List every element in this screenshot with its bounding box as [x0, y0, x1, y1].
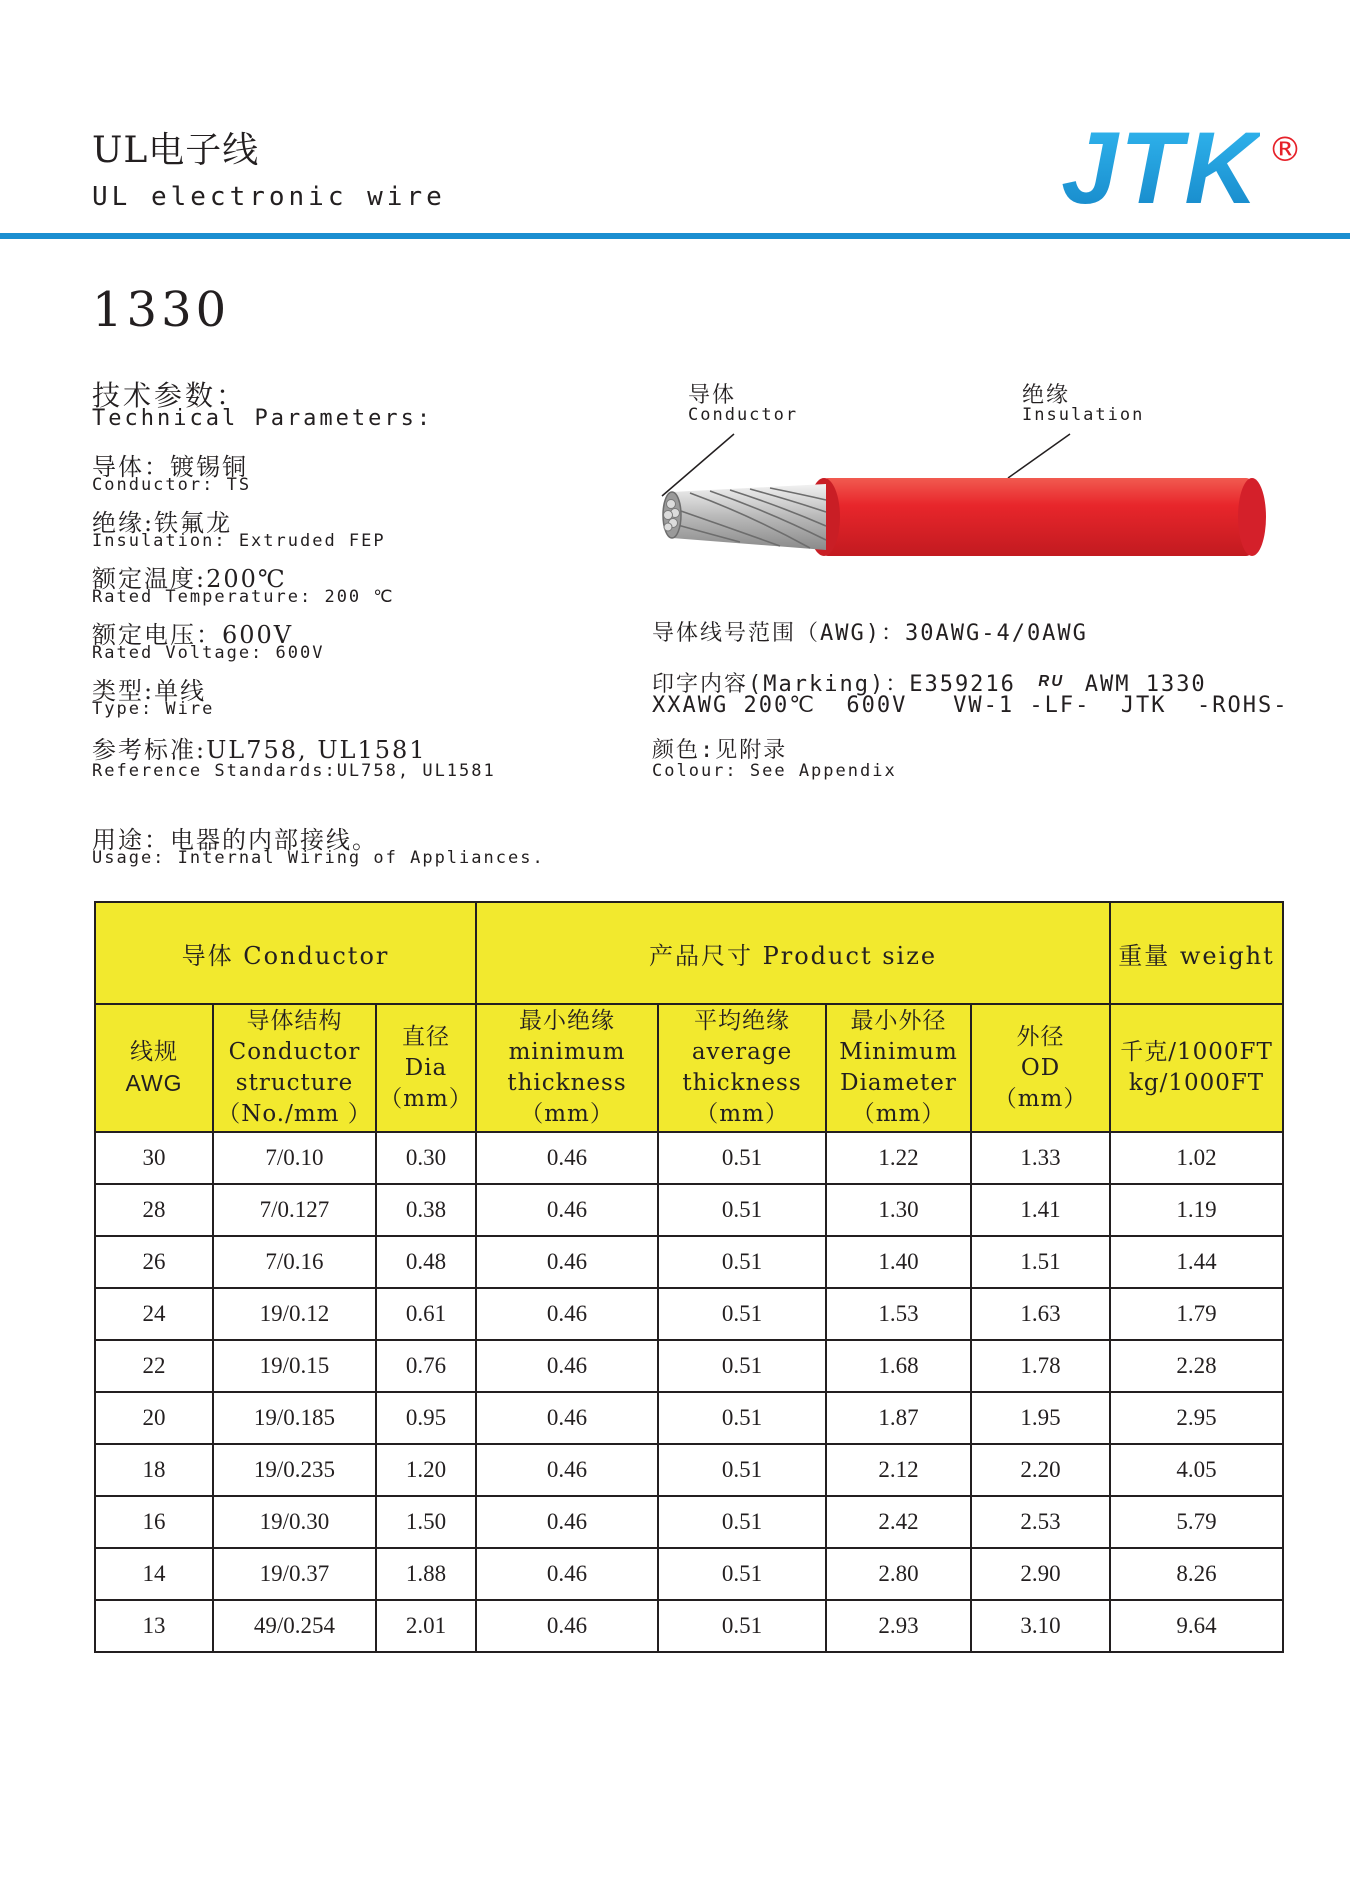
- param-type-en: Type: Wire: [92, 699, 215, 719]
- col-header-line: （mm）: [695, 1101, 789, 1127]
- cell-od: 3.10: [971, 1600, 1110, 1652]
- cell-avg-thickness: 0.51: [658, 1184, 826, 1236]
- cell-weight: 1.19: [1110, 1184, 1283, 1236]
- cell-awg: 28: [95, 1184, 213, 1236]
- cell-awg: 18: [95, 1444, 213, 1496]
- cell-dia: 0.48: [376, 1236, 476, 1288]
- cell-min-diameter: 2.12: [826, 1444, 971, 1496]
- cell-avg-thickness: 0.51: [658, 1340, 826, 1392]
- insulation-end-cap: [1238, 478, 1266, 556]
- cell-dia: 1.50: [376, 1496, 476, 1548]
- col-header-line: 外径: [1016, 1023, 1065, 1050]
- table-row: [95, 1548, 1283, 1600]
- cell-od: 2.53: [971, 1496, 1110, 1548]
- cell-dia: 0.95: [376, 1392, 476, 1444]
- diagram-insulation-label-cn: 绝缘: [1022, 383, 1071, 408]
- cell-min-thickness: 0.46: [476, 1444, 658, 1496]
- cell-od: 1.95: [971, 1392, 1110, 1444]
- cell-od: 1.41: [971, 1184, 1110, 1236]
- cell-min-diameter: 1.22: [826, 1132, 971, 1184]
- cell-structure: 19/0.30: [213, 1496, 376, 1548]
- cell-min-thickness: 0.46: [476, 1132, 658, 1184]
- col-header-avg-thickness: [658, 1004, 826, 1132]
- col-header-awg: [95, 1004, 213, 1132]
- insulation-leader-line: [1008, 434, 1070, 478]
- cell-od: 1.63: [971, 1288, 1110, 1340]
- col-header-line: （mm）: [520, 1101, 614, 1127]
- param-type-cn: 类型:单线: [92, 677, 207, 705]
- cell-min-diameter: 1.30: [826, 1184, 971, 1236]
- cell-awg: 22: [95, 1340, 213, 1392]
- cell-awg: 16: [95, 1496, 213, 1548]
- table-row: [95, 1132, 1283, 1184]
- cell-dia: 0.38: [376, 1184, 476, 1236]
- col-header-od: [971, 1004, 1110, 1132]
- param-temp-en: Rated Temperature: 200 ℃: [92, 587, 395, 607]
- cell-structure: 49/0.254: [213, 1600, 376, 1652]
- cell-weight: 1.44: [1110, 1236, 1283, 1288]
- cell-structure: 19/0.235: [213, 1444, 376, 1496]
- cell-min-diameter: 1.53: [826, 1288, 971, 1340]
- table-row: [95, 1496, 1283, 1548]
- cell-dia: 0.76: [376, 1340, 476, 1392]
- col-header-line: 直径: [402, 1023, 450, 1050]
- table-row: [95, 1392, 1283, 1444]
- group-header-weight: 重量 weight: [1110, 902, 1283, 1004]
- param-conductor-en: Conductor: TS: [92, 475, 252, 495]
- col-header-line: （No./mm ）: [217, 1101, 372, 1127]
- cell-structure: 19/0.12: [213, 1288, 376, 1340]
- col-header-line: Minimum: [839, 1039, 958, 1065]
- marking-prefix: 印字内容(Marking)：E359216: [652, 672, 1016, 697]
- cell-avg-thickness: 0.51: [658, 1288, 826, 1340]
- diagram-insulation-label-en: Insulation: [1022, 405, 1145, 425]
- awg-range: 导体线号范围（AWG)：30AWG-4/0AWG: [652, 621, 1088, 646]
- colour-cn: 颜色:见附录: [652, 738, 788, 763]
- col-header-line: 最小外径: [850, 1008, 947, 1034]
- cell-min-thickness: 0.46: [476, 1548, 658, 1600]
- col-header-line: 平均绝缘: [694, 1008, 791, 1034]
- cell-min-diameter: 1.68: [826, 1340, 971, 1392]
- table-row: [95, 1184, 1283, 1236]
- cell-weight: 9.64: [1110, 1600, 1283, 1652]
- col-header-line: 千克/1000FT: [1120, 1039, 1273, 1065]
- ul-mark-icon: ᴿᵁ: [1037, 671, 1064, 696]
- cell-dia: 0.61: [376, 1288, 476, 1340]
- col-header-line: structure: [235, 1070, 354, 1096]
- usage-cn: 用途：电器的内部接线。: [92, 826, 378, 854]
- cell-avg-thickness: 0.51: [658, 1496, 826, 1548]
- conductor-leader-line: [662, 434, 734, 496]
- cell-awg: 30: [95, 1132, 213, 1184]
- cell-awg: 26: [95, 1236, 213, 1288]
- col-header-weight: [1110, 1004, 1283, 1132]
- cell-structure: 7/0.16: [213, 1236, 376, 1288]
- cell-min-thickness: 0.46: [476, 1288, 658, 1340]
- table-row: [95, 1444, 1283, 1496]
- colour-en: Colour: See Appendix: [652, 761, 897, 781]
- cell-awg: 20: [95, 1392, 213, 1444]
- param-temp-cn: 额定温度:200℃: [92, 565, 287, 593]
- table-body: [95, 1132, 1283, 1652]
- cell-avg-thickness: 0.51: [658, 1236, 826, 1288]
- param-insulation-en: Insulation: Extruded FEP: [92, 531, 386, 551]
- header-divider: [0, 233, 1350, 239]
- cell-dia: 2.01: [376, 1600, 476, 1652]
- brand-name: JTK: [1061, 111, 1260, 225]
- col-header-line: （mm）: [379, 1085, 473, 1112]
- param-voltage-cn: 额定电压：600V: [92, 621, 294, 649]
- col-header-line: kg/1000FT: [1128, 1070, 1265, 1096]
- cell-avg-thickness: 0.51: [658, 1548, 826, 1600]
- cell-structure: 19/0.185: [213, 1392, 376, 1444]
- cell-awg: 24: [95, 1288, 213, 1340]
- col-header-dia: [376, 1004, 476, 1132]
- cell-min-diameter: 1.87: [826, 1392, 971, 1444]
- usage-en: Usage: Internal Wiring of Appliances.: [92, 848, 545, 868]
- col-header-line: （mm）: [993, 1085, 1088, 1112]
- cell-min-thickness: 0.46: [476, 1392, 658, 1444]
- cell-weight: 1.79: [1110, 1288, 1283, 1340]
- cell-od: 2.90: [971, 1548, 1110, 1600]
- col-header-line: minimum: [508, 1039, 626, 1065]
- cell-awg: 13: [95, 1600, 213, 1652]
- brand-logo: [1061, 111, 1302, 225]
- cell-structure: 7/0.10: [213, 1132, 376, 1184]
- cell-weight: 8.26: [1110, 1548, 1283, 1600]
- params-heading-en: Technical Parameters:: [92, 406, 434, 431]
- cell-min-diameter: 2.42: [826, 1496, 971, 1548]
- col-header-line: （mm）: [851, 1101, 946, 1127]
- cell-od: 1.33: [971, 1132, 1110, 1184]
- cell-weight: 5.79: [1110, 1496, 1283, 1548]
- marking-line-2: XXAWG 200℃ 600V VW-1 -LF- JTK -ROHS-: [652, 693, 1289, 718]
- col-header-line: average: [691, 1039, 793, 1065]
- param-standard-en: Reference Standards:UL758, UL1581: [92, 761, 496, 781]
- page-title-en: UL electronic wire: [92, 182, 446, 212]
- cell-min-thickness: 0.46: [476, 1236, 658, 1288]
- cell-awg: 14: [95, 1548, 213, 1600]
- cell-dia: 1.88: [376, 1548, 476, 1600]
- cell-avg-thickness: 0.51: [658, 1392, 826, 1444]
- cell-min-diameter: 2.80: [826, 1548, 971, 1600]
- group-header-conductor: 导体 Conductor: [95, 902, 476, 1004]
- cell-min-thickness: 0.46: [476, 1496, 658, 1548]
- col-header-line: OD: [1020, 1054, 1061, 1081]
- cell-weight: 2.95: [1110, 1392, 1283, 1444]
- group-header-product-size: 产品尺寸 Product size: [476, 902, 1110, 1004]
- cell-weight: 4.05: [1110, 1444, 1283, 1496]
- cell-avg-thickness: 0.51: [658, 1132, 826, 1184]
- param-voltage-en: Rated Voltage: 600V: [92, 643, 325, 663]
- col-header-line: thickness: [507, 1070, 627, 1096]
- cell-structure: 19/0.37: [213, 1548, 376, 1600]
- wire-diagram: [630, 420, 1300, 580]
- marking-suffix: AWM 1330: [1084, 672, 1207, 697]
- cell-od: 2.20: [971, 1444, 1110, 1496]
- col-header-line: thickness: [682, 1070, 802, 1096]
- cell-weight: 1.02: [1110, 1132, 1283, 1184]
- table-column-header-row: [95, 1004, 1283, 1132]
- spec-table: [94, 901, 1284, 1653]
- registered-mark: ®: [1268, 130, 1302, 170]
- cell-min-thickness: 0.46: [476, 1600, 658, 1652]
- cell-avg-thickness: 0.51: [658, 1444, 826, 1496]
- cell-structure: 7/0.127: [213, 1184, 376, 1236]
- cell-min-thickness: 0.46: [476, 1184, 658, 1236]
- col-header-min-diameter: [826, 1004, 971, 1132]
- col-header-line: 导体结构: [246, 1008, 343, 1034]
- col-header-line: AWG: [125, 1070, 183, 1096]
- cell-min-thickness: 0.46: [476, 1340, 658, 1392]
- cell-dia: 0.30: [376, 1132, 476, 1184]
- diagram-conductor-label-cn: 导体: [688, 383, 737, 408]
- param-standard-cn: 参考标准:UL758, UL1581: [92, 736, 427, 764]
- table-row: [95, 1600, 1283, 1652]
- col-header-min-thickness: [476, 1004, 658, 1132]
- cell-structure: 19/0.15: [213, 1340, 376, 1392]
- table-row: [95, 1236, 1283, 1288]
- cell-dia: 1.20: [376, 1444, 476, 1496]
- page-title-cn: UL电子线: [92, 130, 260, 171]
- params-heading-cn: 技术参数：: [92, 379, 248, 412]
- cell-avg-thickness: 0.51: [658, 1600, 826, 1652]
- insulation-jacket: [822, 478, 1252, 556]
- cell-min-diameter: 2.93: [826, 1600, 971, 1652]
- table-row: [95, 1288, 1283, 1340]
- param-insulation-cn: 绝缘:铁氟龙: [92, 509, 233, 537]
- table-row: [95, 1340, 1283, 1392]
- col-header-line: Conductor: [228, 1039, 361, 1065]
- cell-od: 1.51: [971, 1236, 1110, 1288]
- col-header-line: Diameter: [840, 1070, 957, 1096]
- cell-od: 1.78: [971, 1340, 1110, 1392]
- table-group-header-row: [95, 902, 1283, 1004]
- diagram-conductor-label-en: Conductor: [688, 405, 799, 425]
- model-number: 1330: [92, 282, 231, 338]
- param-conductor-cn: 导体：镀锡铜: [92, 453, 248, 481]
- col-header-structure: [213, 1004, 376, 1132]
- col-header-line: 最小绝缘: [519, 1008, 616, 1034]
- col-header-line: 线规: [130, 1039, 178, 1065]
- cell-min-diameter: 1.40: [826, 1236, 971, 1288]
- col-header-line: Dia: [404, 1054, 448, 1081]
- cell-weight: 2.28: [1110, 1340, 1283, 1392]
